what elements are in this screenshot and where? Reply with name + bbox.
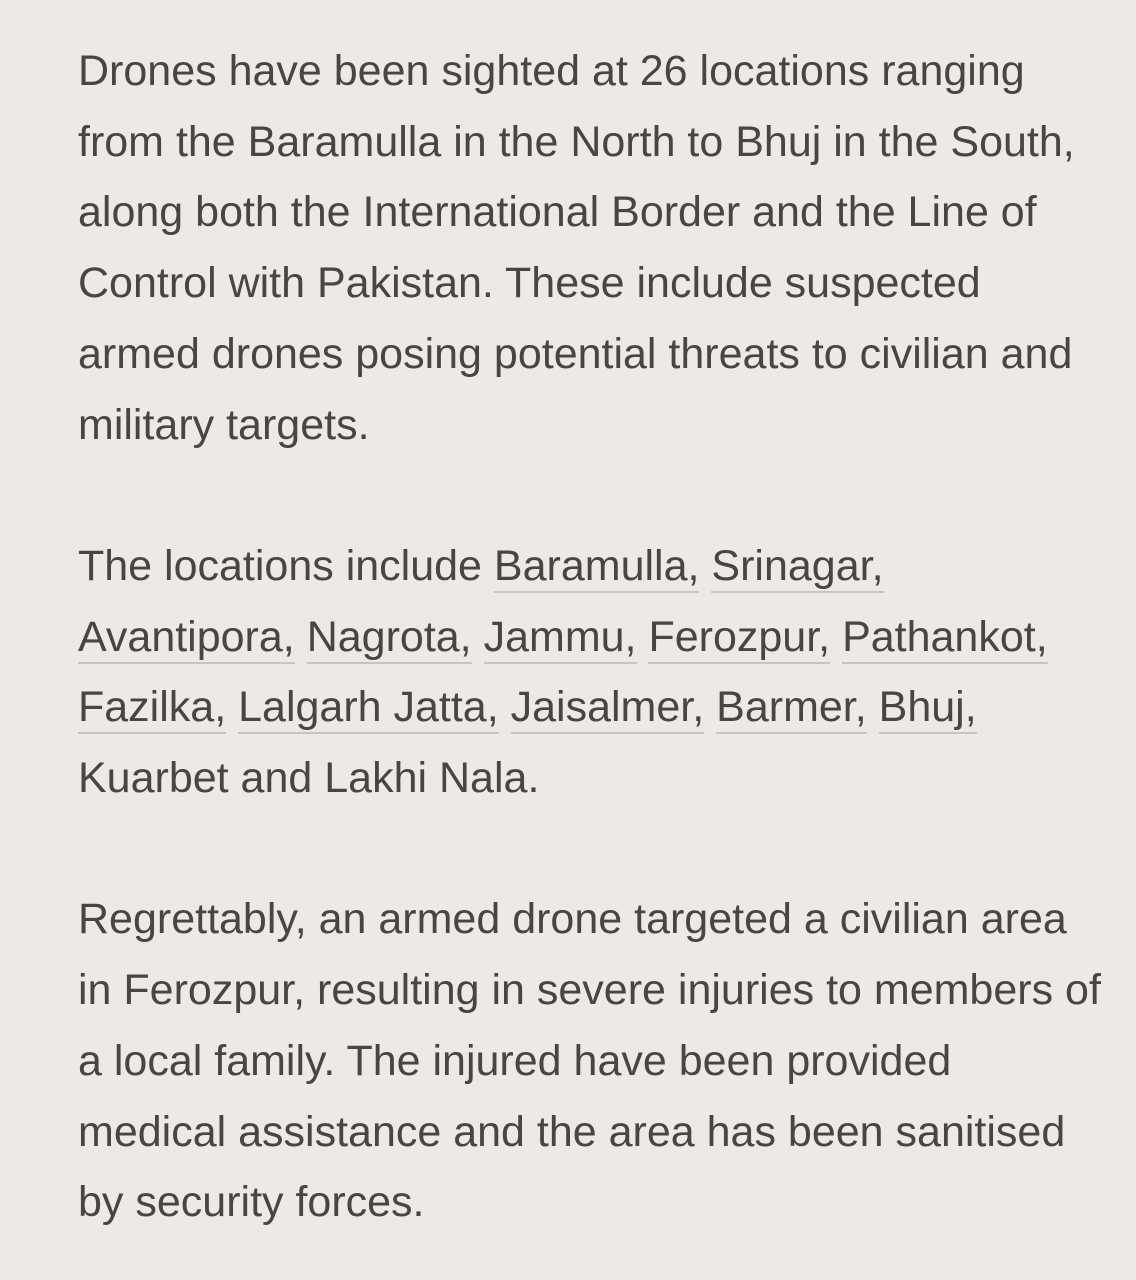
location-link-fazilka[interactable]: Fazilka, xyxy=(78,683,226,734)
paragraph-drone-sightings: Drones have been sighted at 26 locations ranging from the Baramulla in the North to Bhuj in the South, along both the International Border and the Line of Control with Pakistan. These include suspected armed drones posing potential threats to civilian and military targets. xyxy=(78,47,1075,449)
article-body xyxy=(78,36,1108,1238)
location-link-srinagar[interactable]: Srinagar, xyxy=(711,542,883,593)
location-lakhi-nala: Lakhi Nala xyxy=(324,754,528,803)
location-link-bhuj[interactable]: Bhuj, xyxy=(879,683,977,734)
location-link-baramulla[interactable]: Baramulla, xyxy=(494,542,700,593)
locations-intro: The locations include xyxy=(78,541,494,590)
location-link-ferozpur[interactable]: Ferozpur, xyxy=(648,613,830,664)
locations-list: Baramulla, Srinagar, Avantipora, Nagrota, Jammu, Ferozpur, Pathankot, Fazilka, Lalgarh Jatta, Jaisalmer, Barmer, Bhuj, Kuarbet and Lakhi Nala. xyxy=(78,541,1048,803)
location-link-jaisalmer[interactable]: Jaisalmer, xyxy=(511,683,705,734)
paragraph-ferozpur-incident: Regrettably, an armed drone targeted a civilian area in Ferozpur, resulting in severe injuries to members of a local family. The injured have been provided medical assistance and the area has been sanitised by security forces. xyxy=(78,895,1101,1227)
location-kuarbet: Kuarbet xyxy=(78,754,229,803)
location-link-avantipora[interactable]: Avantipora, xyxy=(78,613,295,664)
location-link-pathankot[interactable]: Pathankot, xyxy=(842,613,1048,664)
location-link-barmer[interactable]: Barmer, xyxy=(716,683,867,734)
location-link-nagrota[interactable]: Nagrota, xyxy=(307,613,472,664)
paragraph-locations xyxy=(78,531,1108,814)
location-link-lalgarh-jatta[interactable]: Lalgarh Jatta, xyxy=(238,683,499,734)
location-link-jammu[interactable]: Jammu, xyxy=(484,613,637,664)
